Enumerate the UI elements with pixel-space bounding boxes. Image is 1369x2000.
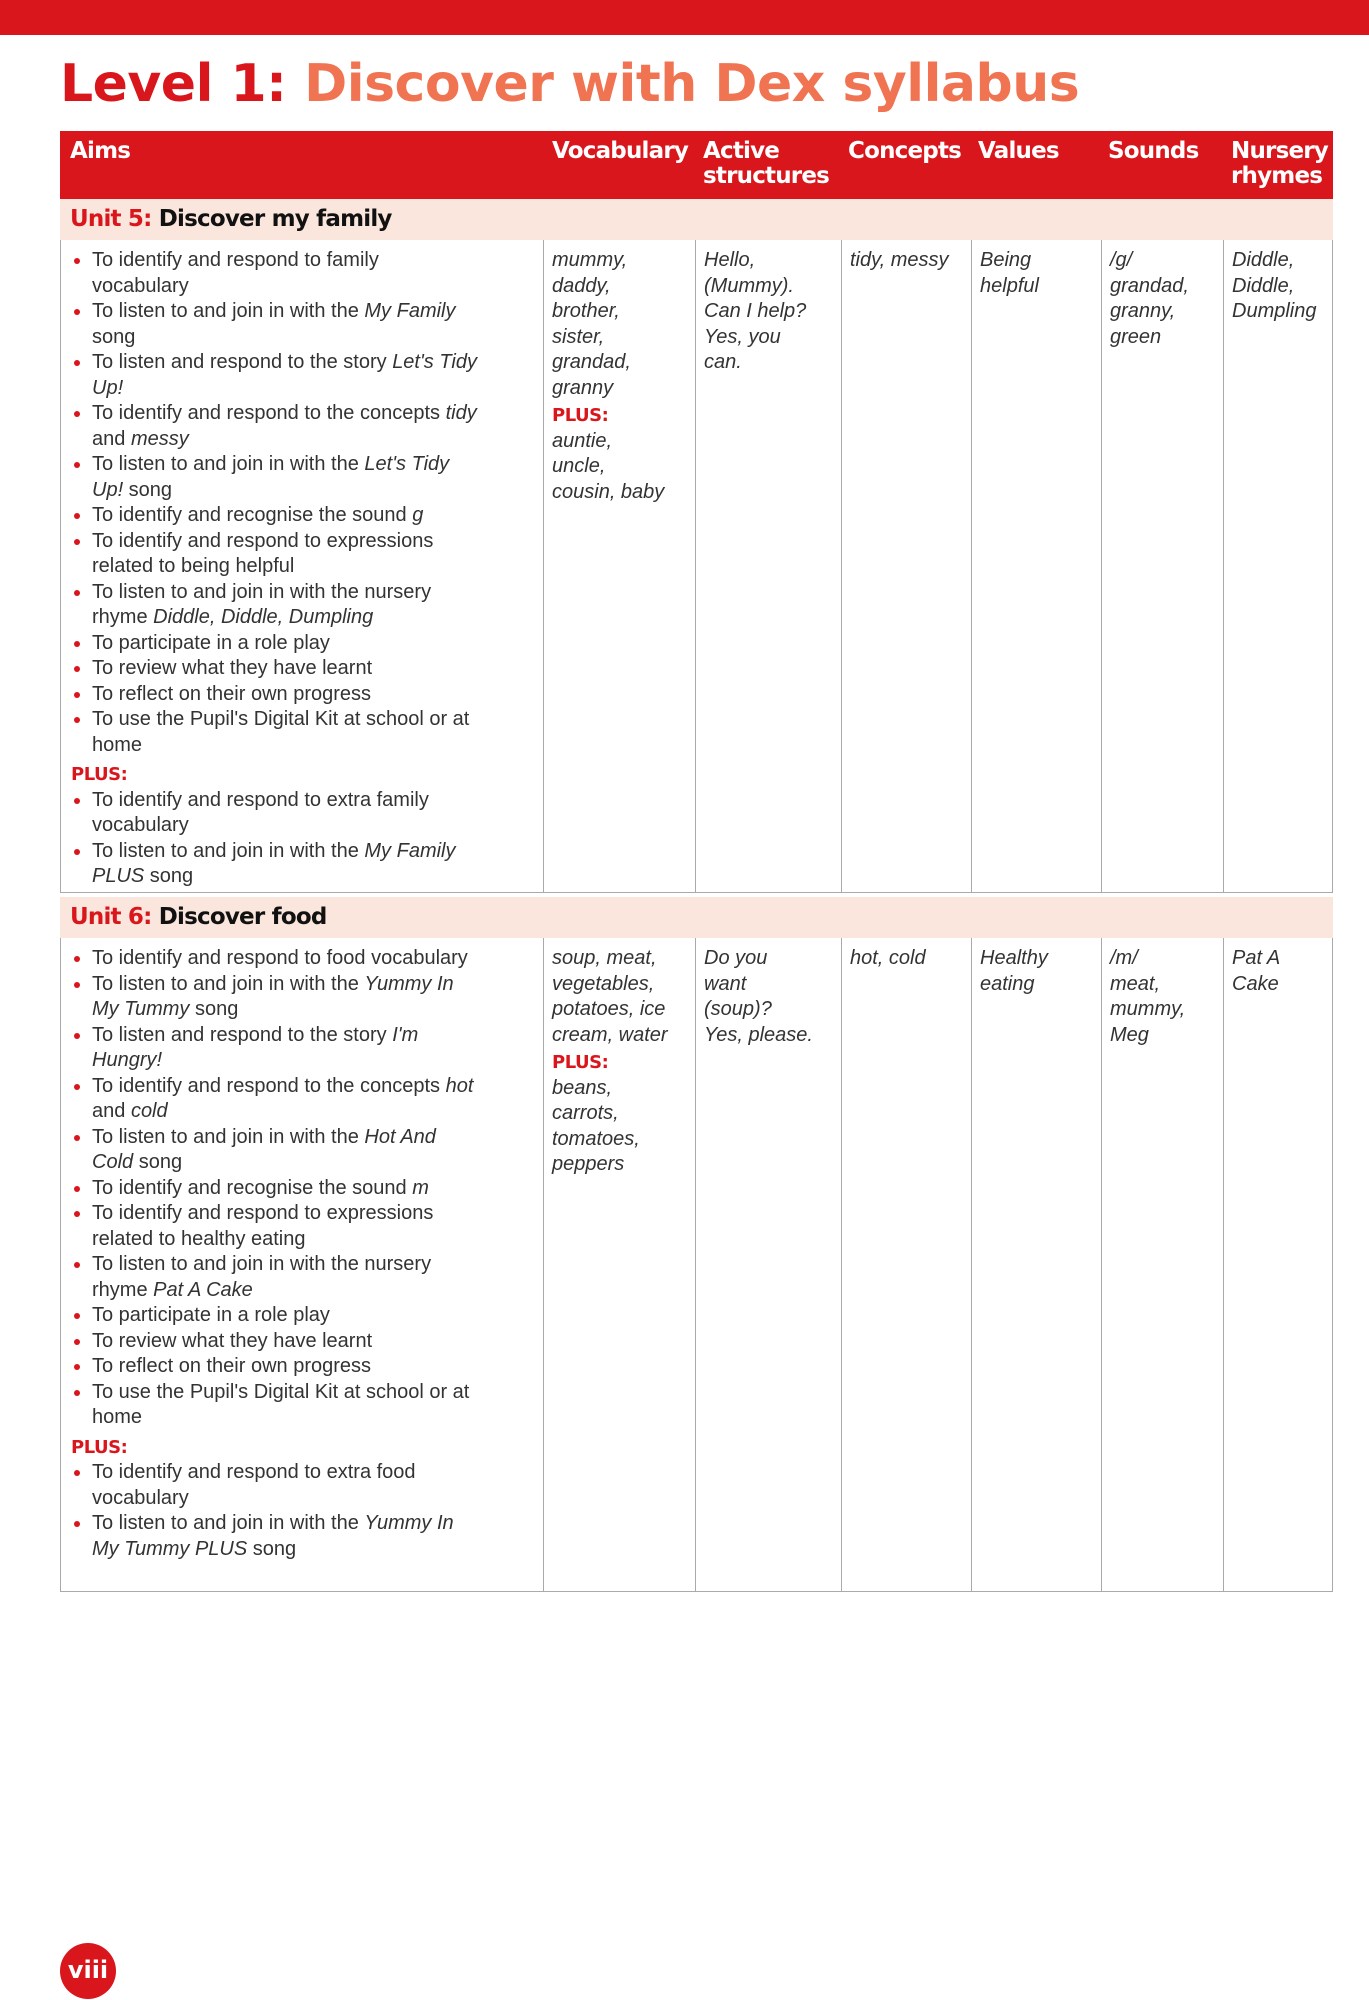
aim-text: To reflect on their own progress	[92, 1355, 372, 1377]
aim-text: hot	[445, 1074, 474, 1097]
unit-heading	[60, 897, 1333, 938]
unit-label: Unit 6:	[70, 904, 152, 930]
aim-text: To listen to and join in with the	[92, 453, 365, 475]
aim-item	[71, 972, 477, 1023]
vocabulary-cell	[543, 240, 695, 892]
plus-label: PLUS:	[71, 1436, 128, 1458]
aim-text: To listen to and join in with the	[92, 972, 365, 995]
aim-item	[71, 401, 477, 452]
aim-text: To identify and respond to family vocabulary	[92, 249, 379, 297]
aim-text: cold	[130, 1100, 168, 1122]
aim-text: To identify and recognise the sound	[92, 1176, 413, 1199]
aim-text: To listen to and join in with the	[92, 1512, 365, 1534]
aim-text: messy	[130, 427, 189, 450]
concepts-cell	[841, 240, 971, 892]
aim-text: Let's Tidy Up!	[92, 453, 450, 501]
active-structures-text: Do you want (soup)? Yes, please.	[704, 947, 813, 1046]
aim-item	[71, 707, 477, 758]
aim-text: Yummy In My Tummy PLUS	[92, 1512, 454, 1560]
aim-item	[71, 1201, 477, 1252]
aim-item	[71, 1023, 477, 1074]
aim-item	[71, 350, 477, 401]
aim-item	[71, 631, 477, 657]
header-vocabulary: Vocabulary	[552, 138, 689, 164]
unit-body	[60, 938, 1333, 1592]
aim-item	[71, 529, 477, 580]
page-title	[60, 54, 1079, 114]
aim-text: To identify and respond to expressions related to being helpful	[92, 529, 434, 577]
aim-item	[71, 682, 477, 708]
aim-text: To identify and respond to food vocabulary	[92, 947, 468, 969]
aim-item	[71, 1354, 477, 1380]
aim-text: To review what they have learnt	[92, 657, 373, 679]
nursery-rhymes-cell	[1223, 938, 1334, 1591]
unit-label: Unit 5:	[70, 206, 152, 232]
aim-text: To listen and respond to the story	[92, 1023, 393, 1046]
aim-item	[71, 1125, 477, 1176]
header-aims: Aims	[70, 138, 131, 164]
vocabulary-plus-text: auntie, uncle, cousin, baby	[552, 429, 665, 503]
aim-text: My Family	[364, 300, 456, 322]
values-text: Being helpful	[980, 249, 1039, 297]
aims-cell	[61, 938, 543, 1570]
concepts-text: hot, cold	[850, 947, 926, 969]
aim-item	[71, 580, 477, 631]
aim-text: To identify and respond to the concepts	[92, 1074, 446, 1097]
aim-text: Hot And Cold	[92, 1125, 436, 1173]
aim-text: Yummy In My Tummy	[92, 972, 454, 1020]
title-level: Level 1:	[60, 54, 287, 114]
sounds-text: /g/ grandad, granny, green	[1110, 249, 1189, 348]
aim-text: song	[247, 1537, 297, 1560]
aim-text: I'm Hungry!	[92, 1023, 419, 1071]
aim-item	[71, 839, 477, 890]
aim-item	[71, 1074, 477, 1125]
aim-text: and	[92, 427, 131, 450]
aim-text: and	[92, 1100, 131, 1122]
aim-text: song	[144, 865, 194, 887]
plus-label: PLUS:	[552, 1052, 609, 1073]
aim-text: To review what they have learnt	[92, 1329, 373, 1352]
active-structures-cell	[695, 240, 841, 892]
aim-text: To use the Pupil's Digital Kit at school or at home	[92, 708, 470, 756]
aim-item	[71, 656, 477, 682]
aim-text: m	[412, 1176, 429, 1199]
aim-item	[71, 299, 477, 350]
nursery-rhymes-text: Diddle, Diddle, Dumpling	[1232, 249, 1317, 322]
active-structures-cell	[695, 938, 841, 1591]
values-text: Healthy eating	[980, 947, 1048, 995]
nursery-rhymes-cell	[1223, 240, 1334, 892]
aim-text: To identify and respond to extra food vocabulary	[92, 1461, 416, 1509]
aim-text: song	[189, 998, 239, 1020]
aim-text: To participate in a role play	[92, 1304, 330, 1326]
vocabulary-cell	[543, 938, 695, 1591]
aim-text: To listen to and join in with the nursery rhyme	[92, 580, 432, 628]
aim-item	[71, 1176, 477, 1202]
values-cell	[971, 938, 1101, 1591]
plus-label: PLUS:	[552, 405, 609, 426]
title-main: Discover with Dex syllabus	[304, 54, 1080, 114]
syllabus-table	[60, 131, 1333, 1592]
aim-item	[71, 788, 477, 839]
unit-heading	[60, 199, 1333, 240]
aim-text: To identify and respond to expressions related to healthy eating	[92, 1202, 434, 1250]
aim-text: To listen to and join in with the nursery rhyme	[92, 1253, 432, 1301]
aim-item	[71, 1380, 477, 1431]
aim-text: To identify and respond to the concepts	[92, 402, 446, 424]
nursery-rhymes-text: Pat A Cake	[1232, 947, 1281, 995]
aim-item	[71, 1252, 477, 1303]
unit-name: Discover my family	[158, 206, 392, 232]
concepts-cell	[841, 938, 971, 1591]
aim-item	[71, 1303, 477, 1329]
aims-cell	[61, 240, 543, 898]
aim-item	[71, 1329, 477, 1355]
vocabulary-plus-text: beans, carrots, tomatoes, peppers	[552, 1076, 640, 1175]
aim-text: To identify and recognise the sound	[92, 504, 413, 526]
concepts-text: tidy, messy	[850, 249, 949, 271]
aim-text: To listen to and join in with the	[92, 1125, 365, 1148]
aim-text: To participate in a role play	[92, 631, 330, 654]
aim-item	[71, 248, 477, 299]
aim-text: g	[412, 504, 424, 526]
aim-text: Diddle, Diddle, Dumpling	[153, 606, 374, 628]
aim-item	[71, 946, 477, 972]
aim-text: To listen to and join in with the	[92, 839, 365, 862]
header-active-structures: Active structures	[703, 138, 830, 189]
aim-text: song	[123, 478, 173, 501]
header-nursery-rhymes: Nursery rhymes	[1231, 138, 1328, 189]
aim-text: tidy	[445, 402, 477, 424]
unit-body	[60, 240, 1333, 893]
header-sounds: Sounds	[1108, 138, 1199, 164]
header-values: Values	[978, 138, 1059, 164]
aim-item	[71, 1460, 477, 1511]
aim-item	[71, 452, 477, 503]
aim-text: song	[92, 325, 136, 348]
aim-text: My Family PLUS	[92, 839, 456, 887]
unit-name: Discover food	[158, 904, 327, 930]
values-cell	[971, 240, 1101, 892]
sounds-cell	[1101, 240, 1223, 892]
vocabulary-text: mummy, daddy, brother, sister, grandad, granny	[552, 249, 631, 399]
plus-label: PLUS:	[71, 764, 128, 785]
aim-text: To listen to and join in with the	[92, 300, 365, 322]
aim-text: Pat A Cake	[153, 1278, 253, 1301]
aim-item	[71, 503, 477, 529]
aim-text: To reflect on their own progress	[92, 682, 372, 705]
header-concepts: Concepts	[848, 138, 962, 164]
aim-text: song	[133, 1151, 183, 1173]
vocabulary-text: soup, meat, vegetables, potatoes, ice cream, water	[552, 947, 668, 1046]
top-color-band	[0, 0, 1369, 35]
aim-text: To identify and respond to extra family vocabulary	[92, 788, 429, 836]
table-header	[60, 131, 1333, 199]
aim-text: Let's Tidy Up!	[92, 351, 477, 399]
page-number: viii	[60, 1943, 116, 1999]
active-structures-text: Hello, (Mummy). Can I help? Yes, you can.	[704, 249, 807, 373]
aim-item	[71, 1511, 477, 1562]
aim-text: To use the Pupil's Digital Kit at school or at home	[92, 1380, 470, 1428]
aim-text: To listen and respond to the story	[92, 351, 393, 373]
sounds-text: /m/ meat, mummy, Meg	[1110, 947, 1186, 1046]
sounds-cell	[1101, 938, 1223, 1591]
